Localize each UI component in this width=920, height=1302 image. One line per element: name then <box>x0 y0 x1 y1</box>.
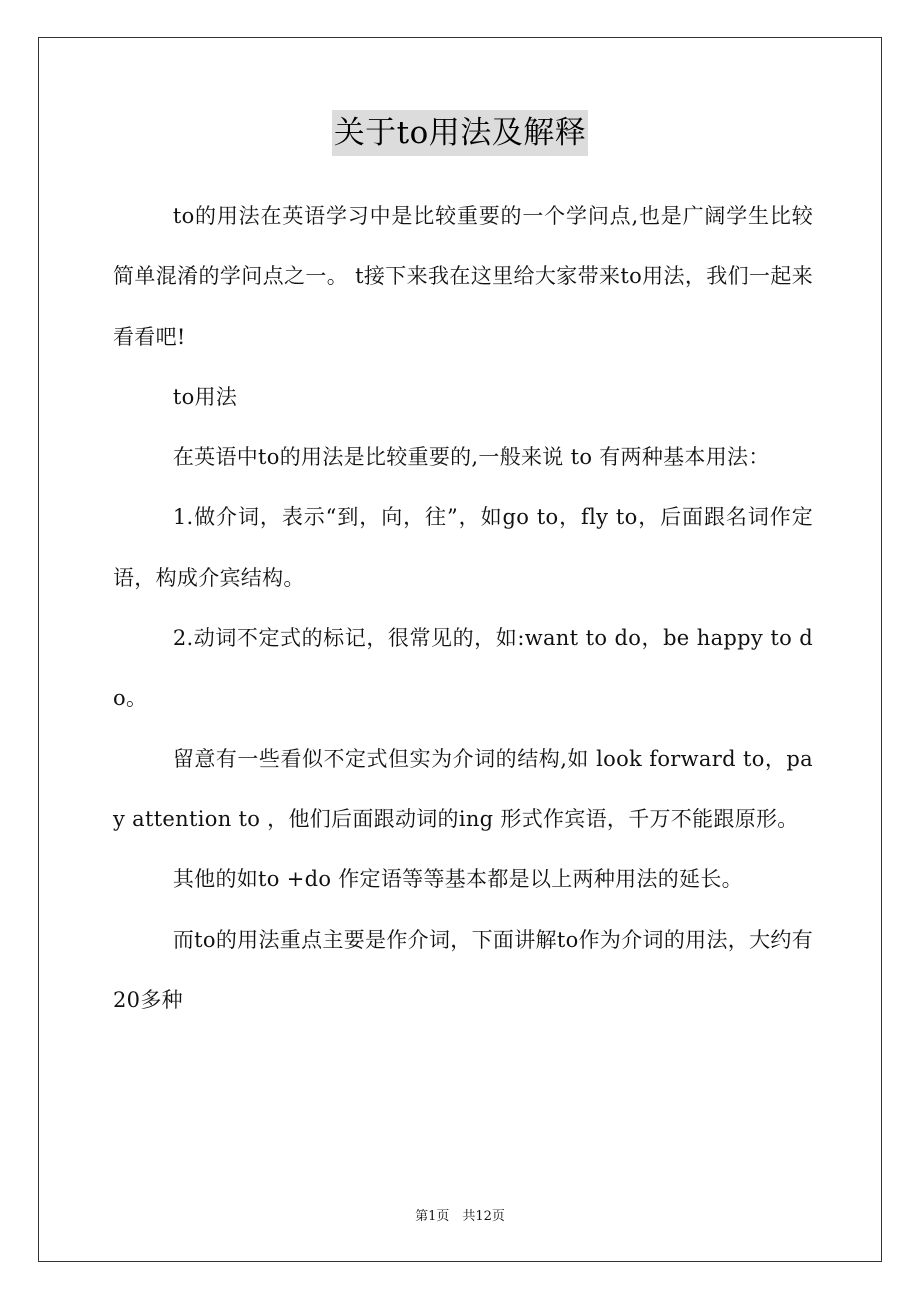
document-title: 关于to用法及解释 <box>332 110 589 156</box>
paragraph-note: 留意有一些看似不定式但实为介词的结构,如 look forward to，pay attention to ，他们后面跟动词的ing 形式作宾语，千万不能跟原形。 <box>113 746 813 831</box>
paragraph-usage-1: 1.做介词，表示“到，向，往”，如go to，fly to，后面跟名词作定语，构成介宾结构。 <box>113 505 813 590</box>
paragraph-preposition: 而to的用法重点主要是作介词，下面讲解to作为介词的用法，大约有20多种 <box>113 927 813 1012</box>
paragraph-basic-usages: 在英语中to的用法是比较重要的,一般来说 to 有两种基本用法： <box>172 445 770 470</box>
paragraph-extension: 其他的如to +do 作定语等等基本都是以上两种用法的延长。 <box>172 867 743 892</box>
document-body <box>113 186 813 1030</box>
paragraph-usage-2: 2.动词不定式的标记，很常见的，如:want to do，be happy to do。 <box>113 626 813 711</box>
page-footer: 第1页 共12页 <box>415 1209 505 1224</box>
paragraph-intro: to的用法在英语学习中是比较重要的一个学问点,也是广阔学生比较简单混淆的学问点之一。 t接下来我在这里给大家带来to用法，我们一起来看看吧! <box>113 204 813 349</box>
paragraph-heading: to用法 <box>172 384 238 409</box>
title-container <box>0 110 920 156</box>
